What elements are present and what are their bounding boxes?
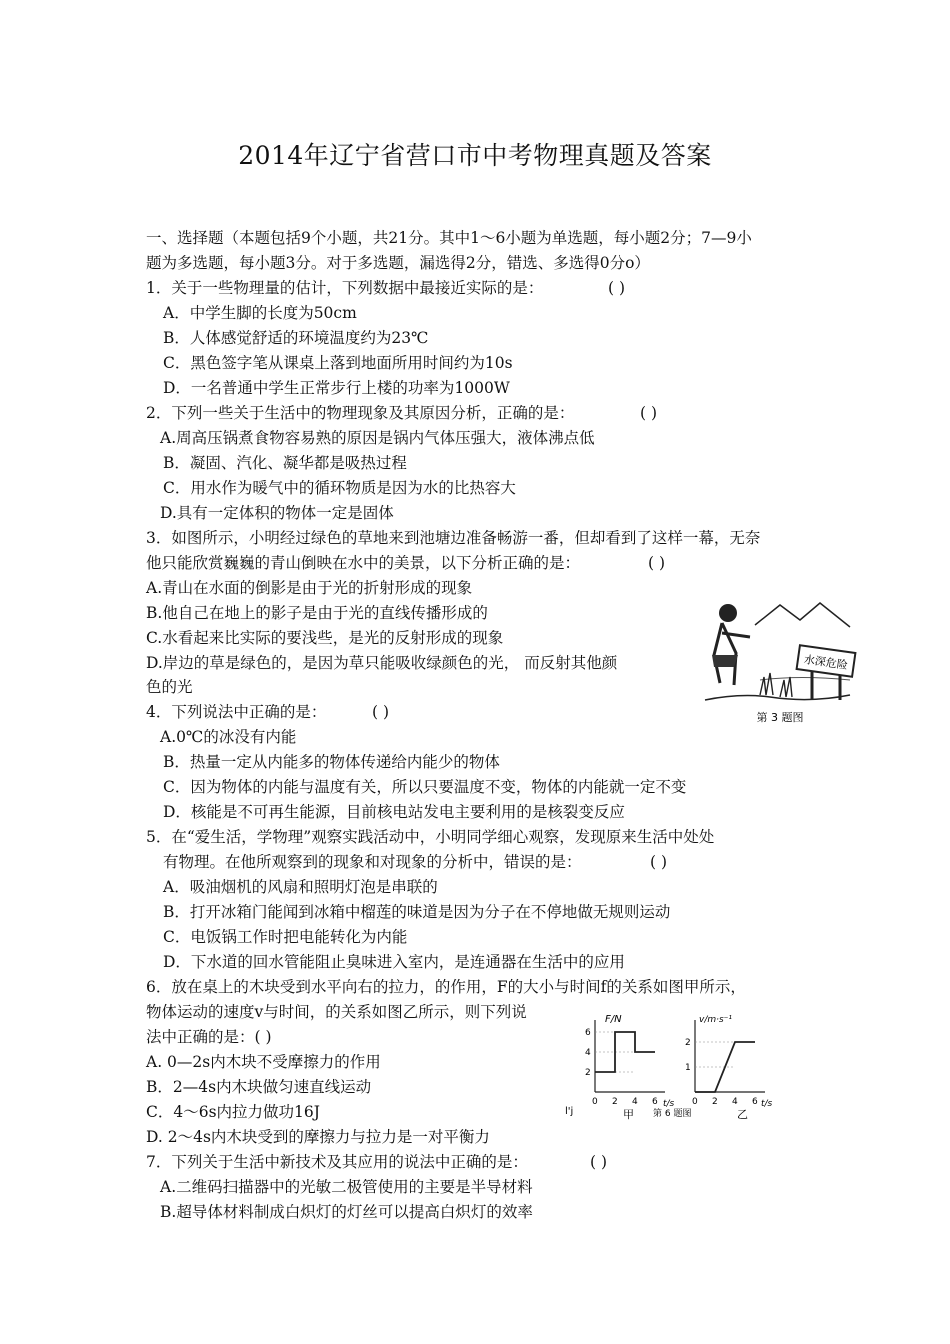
q6-stray-mark: l'j [565,1106,574,1117]
q7-answer-bracket: ( ) [590,1153,608,1171]
chart-jia-y-tick: 6 [585,1028,591,1038]
q3-stem-line-1: 3．如图所示，小明经过绿色的草地来到池塘边准备畅游一番，但却看到了这样一幕，无奈 [146,529,761,547]
q2-option-a: A.周高压锅煮食物容易熟的原因是锅内气体压强大，液体沸点低 [160,429,595,447]
chart-jia-xlabel: t/s [663,1099,675,1109]
q3-figure [700,585,860,730]
q2-option-c: C．用水作为暖气中的循环物质是因为水的比热容大 [163,479,516,497]
q3-option-a: A.青山在水面的倒影是由于光的折射形成的现象 [146,579,473,597]
q6-option-b: B．2—4s内木块做匀速直线运动 [146,1078,372,1096]
section-header-line-1: 一、选择题（本题包括9个小题，共21分。其中1～6小题为单选题，每小题2分；7—9小 [146,229,752,247]
chart-yi-y-tick: 1 [685,1063,691,1073]
q6-option-c: C．4～6s内拉力做功16J [146,1103,320,1121]
q1-option-a: A．中学生脚的长度为50cm [163,304,357,322]
q4-option-d: D．核能是不可再生能源，目前核电站发电主要利用的是核裂变反应 [163,803,625,821]
q2-option-b: B．凝固、汽化、凝华都是吸热过程 [163,454,407,472]
q4-stem: 4．下列说法中正确的是： [146,703,327,721]
q3-option-c: C.水看起来比实际的要浅些，是光的反射形成的现象 [146,629,504,647]
q1-option-c: C．黑色签字笔从课桌上落到地面所用时间约为10s [163,354,513,372]
q7-option-b: B.超导体材料制成白炽灯的灯丝可以提高白炽灯的效率 [160,1203,533,1221]
q6-option-d: D. 2～4s内木块受到的摩擦力与拉力是一对平衡力 [146,1128,490,1146]
q1-answer-bracket: ( ) [608,279,626,297]
chart-jia-x-tick: 4 [632,1097,638,1107]
q6-stem-line-3: 法中正确的是：( ) [146,1028,272,1046]
q4-option-a: A.0℃的冰没有内能 [160,728,297,746]
section-header-line-2: 题为多选题，每小题3分。对于多选题，漏选得2分，错选、多选得0分o） [146,254,650,272]
chart-jia-x-tick: 0 [592,1097,598,1107]
q6-option-a: A. 0—2s内木块不受摩擦力的作用 [146,1053,381,1071]
chart-yi-label: 乙 [737,1108,748,1120]
q3-figure-caption: 第 3 题图 [756,711,804,724]
q6-figure-caption: 第 6 题图 [653,1109,692,1119]
q1-stem: 1．关于一些物理量的估计，下列数据中最接近实际的是： [146,279,544,297]
q3-illustration [700,585,860,730]
q7-option-a: A.二维码扫描器中的光敏二极管使用的主要是半导材料 [160,1178,533,1196]
q5-stem-line-1: 5．在“爱生活，学物理”观察实践活动中，小明同学细心观察，发现原来生活中处处 [146,828,715,846]
q2-answer-bracket: ( ) [640,404,658,422]
q5-option-a: A．吸油烟机的风扇和照明灯泡是串联的 [163,878,438,896]
q7-stem: 7．下列关于生活中新技术及其应用的说法中正确的是： [146,1153,528,1171]
chart-jia-y-tick: 4 [585,1048,591,1058]
page-title: 2014年辽宁省营口市中考物理真题及答案 [238,141,712,170]
q5-stem-line-2: 有物理。在他所观察到的现象和对现象的分析中，错误的是： [163,853,582,871]
q6-stem-line-2: 物体运动的速度v与时间，的关系如图乙所示，则下列说 [146,1003,527,1021]
q5-option-c: C．电饭锅工作时把电能转化为内能 [163,928,408,946]
q2-option-d: D.具有一定体积的物体一定是固体 [160,504,394,522]
chart-yi-x-tick: 6 [752,1097,758,1107]
q5-option-d: D．下水道的回水管能阻止臭味进入室内，是连通器在生活中的应用 [163,953,625,971]
q4-option-c: C．因为物体的内能与温度有关，所以只要温度不变，物体的内能就一定不变 [163,778,687,796]
q3-option-b: B.他自己在地上的影子是由于光的直线传播形成的 [146,604,488,622]
chart-jia-ylabel: F/N [605,1014,622,1025]
chart-yi-ylabel: v/m·s⁻¹ [699,1015,733,1025]
q4-option-b: B．热量一定从内能多的物体传递给内能少的物体 [163,753,500,771]
chart-jia-x-tick: 6 [652,1097,658,1107]
q3-sign-text: 水深危险 [803,652,849,672]
chart-yi-x-tick: 2 [712,1097,718,1107]
q4-answer-bracket: ( ) [372,703,390,721]
q3-option-d-line-2: 色的光 [146,678,193,696]
chart-yi-y-tick: 2 [685,1038,691,1048]
q5-answer-bracket: ( ) [650,853,668,871]
q6-figure [565,1010,785,1120]
chart-jia-y-tick: 2 [585,1068,591,1078]
q6-charts [565,1010,785,1120]
chart-yi-xlabel: t/s [761,1099,773,1109]
q1-option-d: D．一名普通中学生正常步行上楼的功率为1000W [163,379,510,397]
chart-jia-label: 甲 [623,1108,634,1120]
q2-stem: 2．下列一些关于生活中的物理现象及其原因分析，正确的是： [146,404,575,422]
q3-stem-line-2: 他只能欣赏巍巍的青山倒映在水中的美景，以下分析正确的是： [146,554,581,572]
q5-option-b: B．打开冰箱门能闻到冰箱中榴莲的味道是因为分子在不停地做无规则运动 [163,903,671,921]
q3-option-d-line-1: D.岸边的草是绿色的，是因为草只能吸收绿颜色的光， 而反射其他颜 [146,654,618,672]
q3-answer-bracket: ( ) [648,554,666,572]
chart-yi-x-tick: 0 [692,1097,698,1107]
chart-yi-x-tick: 4 [732,1097,738,1107]
chart-jia-x-tick: 2 [612,1097,618,1107]
q6-stem-line-1: 6．放在桌上的木块受到水平向右的拉力，的作用，F的大小与时间f的关系如图甲所示， [146,978,746,996]
q1-option-b: B．人体感觉舒适的环境温度约为23℃ [163,329,429,347]
